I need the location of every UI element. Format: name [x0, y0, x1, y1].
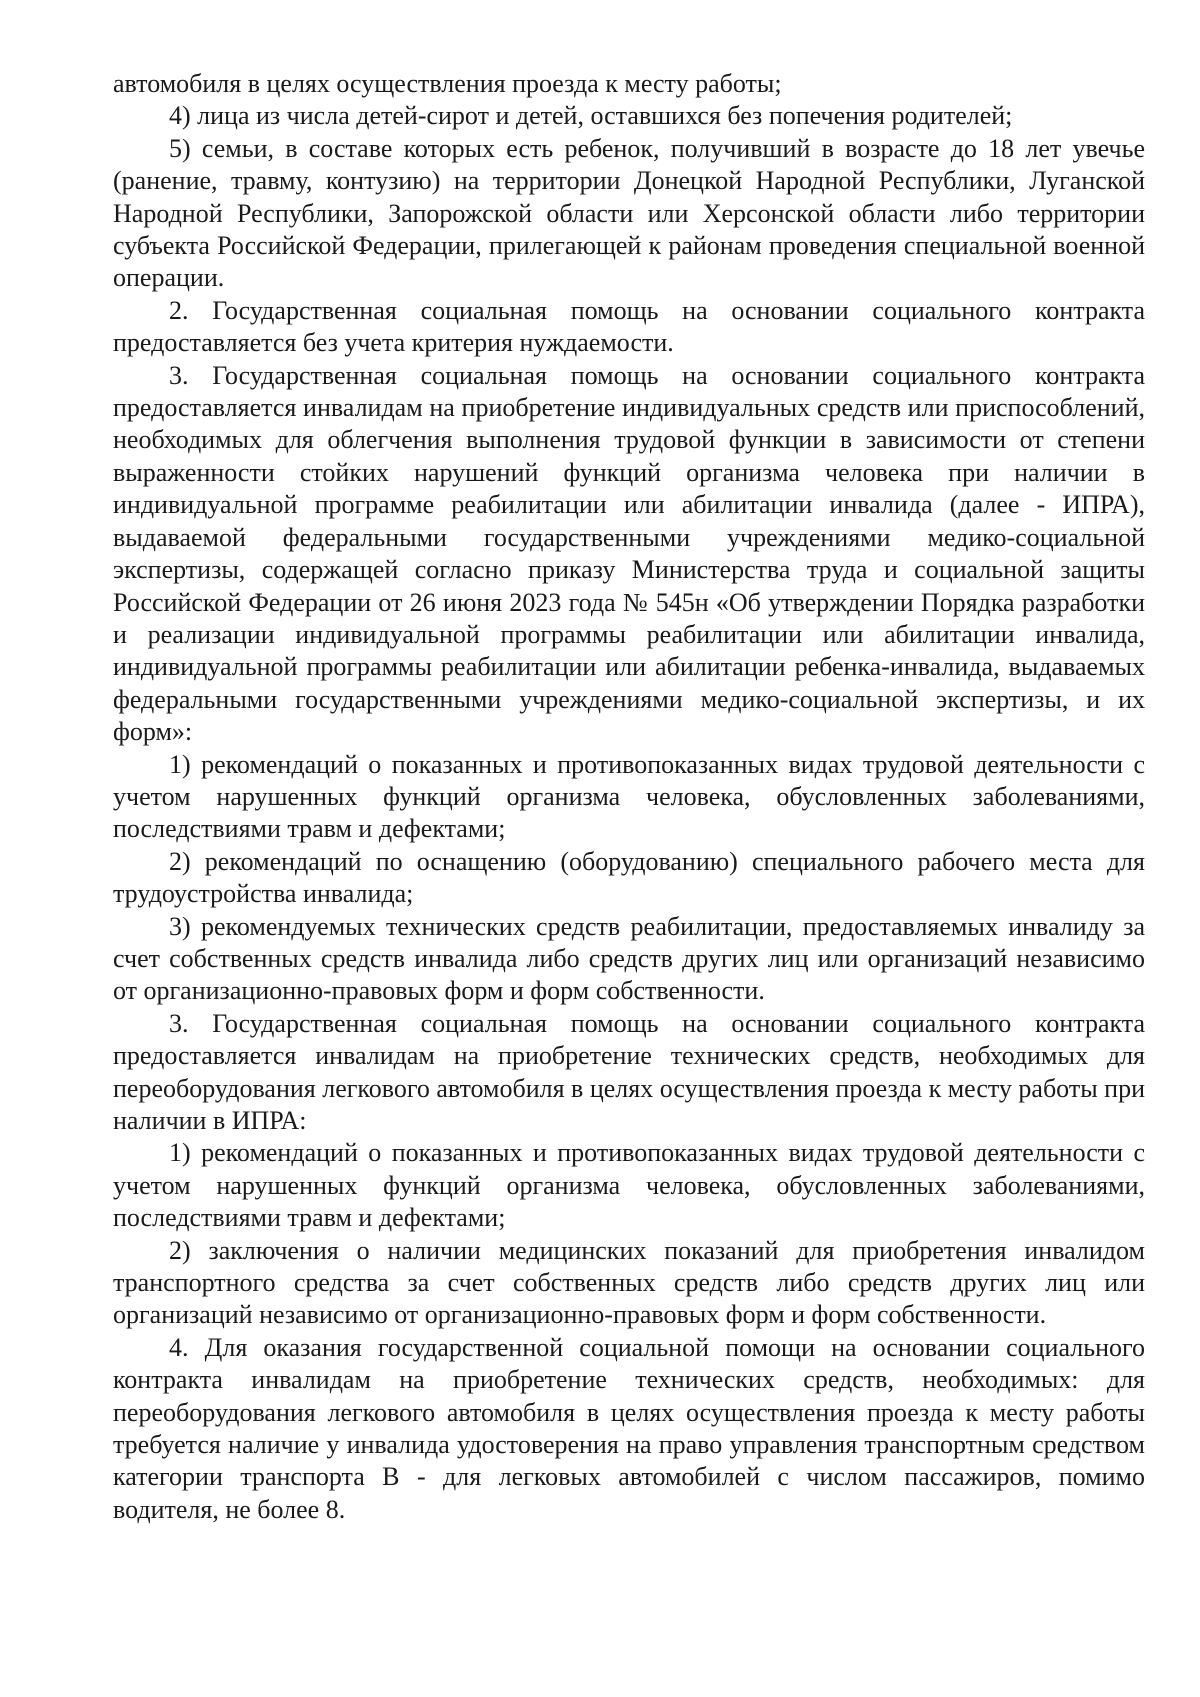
paragraph-item-5: 5) семьи, в составе которых есть ребенок, получивший в возрасте до 18 лет увечье (ранение, травму, контузию) на территории Донецкой Народной Республики, Луганской Народной Республики, Запорожской области или Херсонской области либо территории субъекта Российской Федерации, прилегающей к районам проведения специальной военной операции. [113, 133, 1145, 293]
paragraph-section-3b: 3. Государственная социальная помощь на основании социального контракта предоставляется инвалидам на приобретение технических средств, необходимых для переоборудования легкового автомобиля в целях осуществления проезда к месту работы при наличии в ИПРА: [113, 1008, 1145, 1135]
paragraph-section-2: 2. Государственная социальная помощь на основании социального контракта предоставляется без учета критерия нуждаемости. [113, 295, 1145, 358]
paragraph-section-4: 4. Для оказания государственной социальной помощи на основании социального контракта инвалидам на приобретение технических средств, необходимых: для переоборудования легкового автомобиля в целях осуществления проезда к месту работы требуется наличие у инвалида удостоверения на право управления транспортным средством категории транспорта В - для легковых автомобилей с числом пассажиров, помимо водителя, не более 8. [113, 1332, 1145, 1524]
paragraph-section-3b-item-1: 1) рекомендаций о показанных и противопоказанных видах трудовой деятельности с учетом нарушенных функций организма человека, обусловленных заболеваниями, последствиями травм и дефектами; [113, 1138, 1145, 1233]
paragraph-section-3a-item-1: 1) рекомендаций о показанных и противопоказанных видах трудовой деятельности с учетом нарушенных функций организма человека, обусловленных заболеваниями, последствиями травм и дефектами; [113, 749, 1145, 844]
paragraph-section-3a-item-3: 3) рекомендуемых технических средств реабилитации, предоставляемых инвалиду за счет собственных средств инвалида либо средств других лиц или организаций независимо от организационно-правовых форм и форм собственности. [113, 911, 1145, 1006]
paragraph-continuation: автомобиля в целях осуществления проезда к месту работы; [113, 69, 782, 98]
paragraph-section-3b-item-2: 2) заключения о наличии медицинских показаний для приобретения инвалидом транспортного средства за счет собственных средств либо средств других лиц или организаций независимо от организационно-правовых форм и форм собственности. [113, 1235, 1145, 1330]
paragraph-section-3a: 3. Государственная социальная помощь на основании социального контракта предоставляется инвалидам на приобретение индивидуальных средств или приспособлений, необходимых для облегчения выполнения трудовой функции в зависимости от степени выраженности стойких нарушений функций организма человека при наличии в индивидуальной программе реабилитации или абилитации инвалида (далее - ИПРА), выдаваемой федеральными государственными учреждениями медико-социальной экспертизы, содержащей согласно приказу Министерства труда и социальной защиты Российской Федерации от 26 июня 2023 года № 545н «Об утверждении Порядка разработки и реализации индивидуальной программы реабилитации или абилитации инвалида, индивидуальной программы реабилитации или абилитации ребенка-инвалида, выдаваемых федеральными государственными учреждениями медико-социальной экспертизы, и их форм»: [113, 360, 1145, 747]
document-page [113, 68, 1145, 1526]
paragraph-item-4: 4) лица из числа детей-сирот и детей, оставшихся без попечения родителей; [169, 101, 1013, 131]
paragraph-section-3a-item-2: 2) рекомендаций по оснащению (оборудованию) специального рабочего места для трудоустройства инвалида; [113, 846, 1145, 909]
